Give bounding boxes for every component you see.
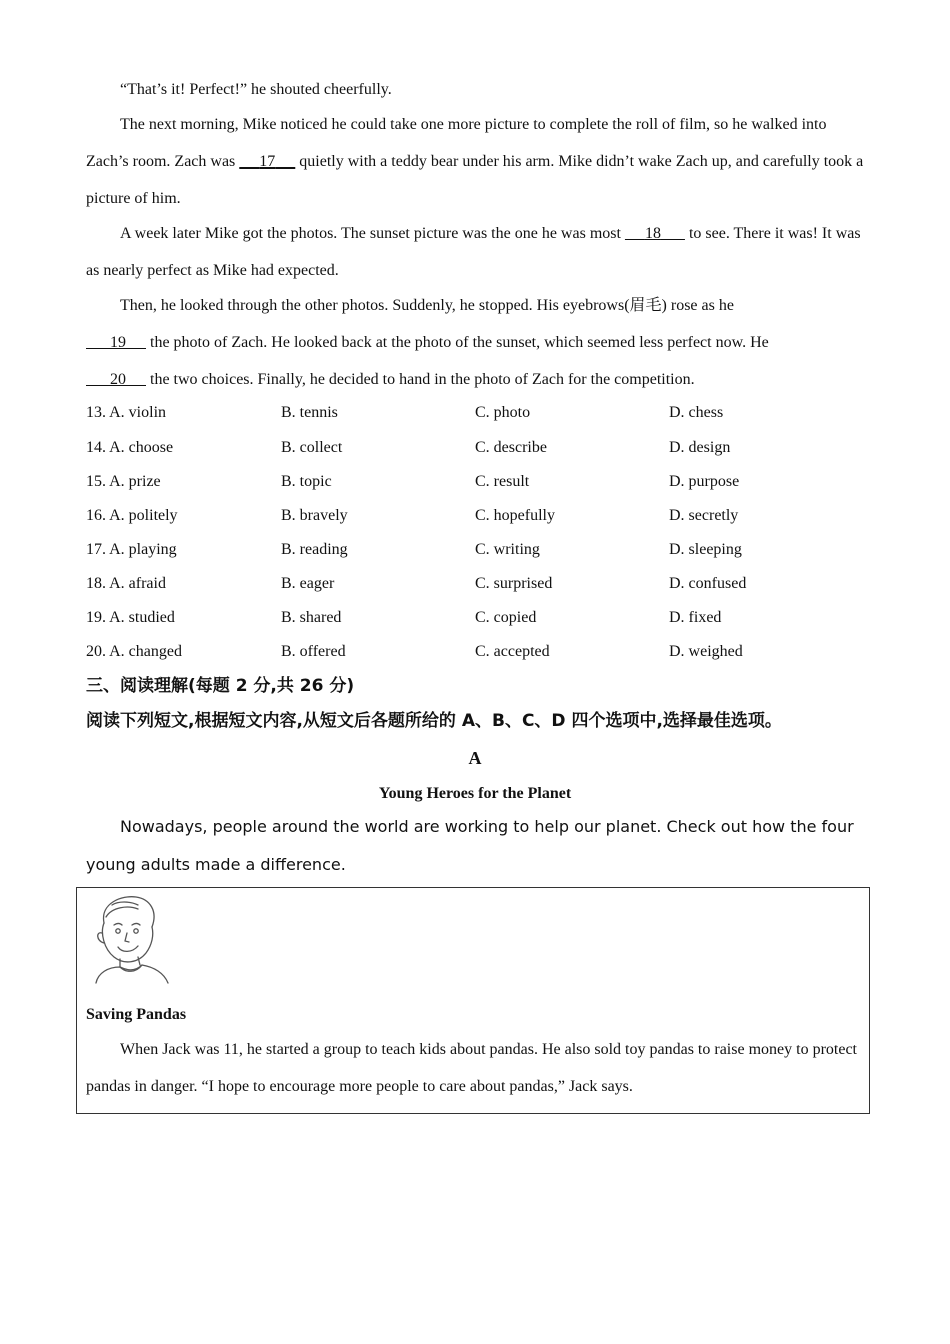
- card-title: Saving Pandas: [86, 1006, 187, 1023]
- option-a: 13. A. violin: [86, 404, 167, 421]
- option-c: C. result: [475, 473, 530, 490]
- question-row-16: [86, 506, 886, 526]
- question-row-14: [86, 438, 886, 458]
- option-c: C. surprised: [475, 575, 553, 592]
- option-c: C. photo: [475, 404, 531, 421]
- passage-paragraph-3: A week later Mike got the photos. The sunset picture was the one he was most 18 to see. There it was! It was as nearly perfect as Mike had expected.: [86, 225, 861, 279]
- passage-paragraph-1: “That’s it! Perfect!” he shouted cheerfully.: [120, 81, 392, 98]
- passage-paragraph-4: Then, he looked through the other photos. Suddenly, he stopped. His eyebrows(眉毛) rose as he 19 the photo of Zach. He looked back at the photo of the sunset, which seemed less perfect now. He 20 the two choices. Finally, he decided to hand in the photo of Zach for the competition.: [86, 287, 866, 398]
- option-d: D. design: [669, 439, 731, 456]
- question-row-17: [86, 540, 886, 560]
- boy-portrait-icon: [92, 893, 174, 985]
- option-b: B. bravely: [281, 507, 348, 524]
- section-heading: 三、阅读理解(每题 2 分,共 26 分): [86, 676, 355, 696]
- option-b: B. shared: [281, 609, 342, 626]
- option-d: D. purpose: [669, 473, 740, 490]
- option-a: 19. A. studied: [86, 609, 175, 626]
- option-d: D. fixed: [669, 609, 722, 626]
- option-b: B. collect: [281, 439, 343, 456]
- passage-letter: A: [468, 748, 482, 768]
- option-b: B. reading: [281, 541, 348, 558]
- option-c: C. copied: [475, 609, 537, 626]
- option-a: 16. A. politely: [86, 507, 178, 524]
- option-d: D. chess: [669, 404, 724, 421]
- option-d: D. confused: [669, 575, 747, 592]
- blank-18: 18: [644, 225, 661, 242]
- option-b: B. offered: [281, 643, 346, 660]
- blank-20: 20: [110, 371, 126, 388]
- passage-intro: Nowadays, people around the world are working to help our planet. Check out how the four young adults made a difference.: [86, 817, 854, 874]
- option-c: C. describe: [475, 439, 547, 456]
- passage-title: Young Heroes for the Planet: [378, 785, 572, 802]
- passage-paragraph-2: The next morning, Mike noticed he could take one more picture to complete the roll of film, so he walked into Zach’s room. Zach was 17 quietly with a teddy bear under his arm. Mike didn’t wake Zach up, and carefully took a picture of him.: [86, 116, 864, 207]
- option-a: 15. A. prize: [86, 473, 161, 490]
- option-c: C. accepted: [475, 643, 550, 660]
- option-a: 14. A. choose: [86, 439, 174, 456]
- blank-17: 17: [259, 153, 276, 170]
- question-row-19: [86, 608, 886, 628]
- option-a: 17. A. playing: [86, 541, 177, 558]
- option-d: D. sleeping: [669, 541, 742, 558]
- option-c: C. hopefully: [475, 507, 555, 524]
- option-b: B. topic: [281, 473, 332, 490]
- option-a: 20. A. changed: [86, 643, 182, 660]
- option-c: C. writing: [475, 541, 540, 558]
- option-a: 18. A. afraid: [86, 575, 166, 592]
- option-d: D. weighed: [669, 643, 743, 660]
- question-row-20: [86, 642, 886, 662]
- blank-19: 19: [110, 334, 126, 351]
- question-row-18: [86, 574, 886, 594]
- question-row-13: [86, 403, 886, 423]
- option-d: D. secretly: [669, 507, 739, 524]
- card-text: When Jack was 11, he started a group to teach kids about pandas. He also sold toy pandas to raise money to protect pandas in danger. “I hope to encourage more people to care about pandas,” Jack says.: [86, 1041, 857, 1095]
- option-b: B. tennis: [281, 404, 338, 421]
- question-row-15: [86, 472, 886, 492]
- section-instruction: 阅读下列短文,根据短文内容,从短文后各题所给的 A、B、C、D 四个选项中,选择最佳选项。: [86, 711, 782, 731]
- option-b: B. eager: [281, 575, 335, 592]
